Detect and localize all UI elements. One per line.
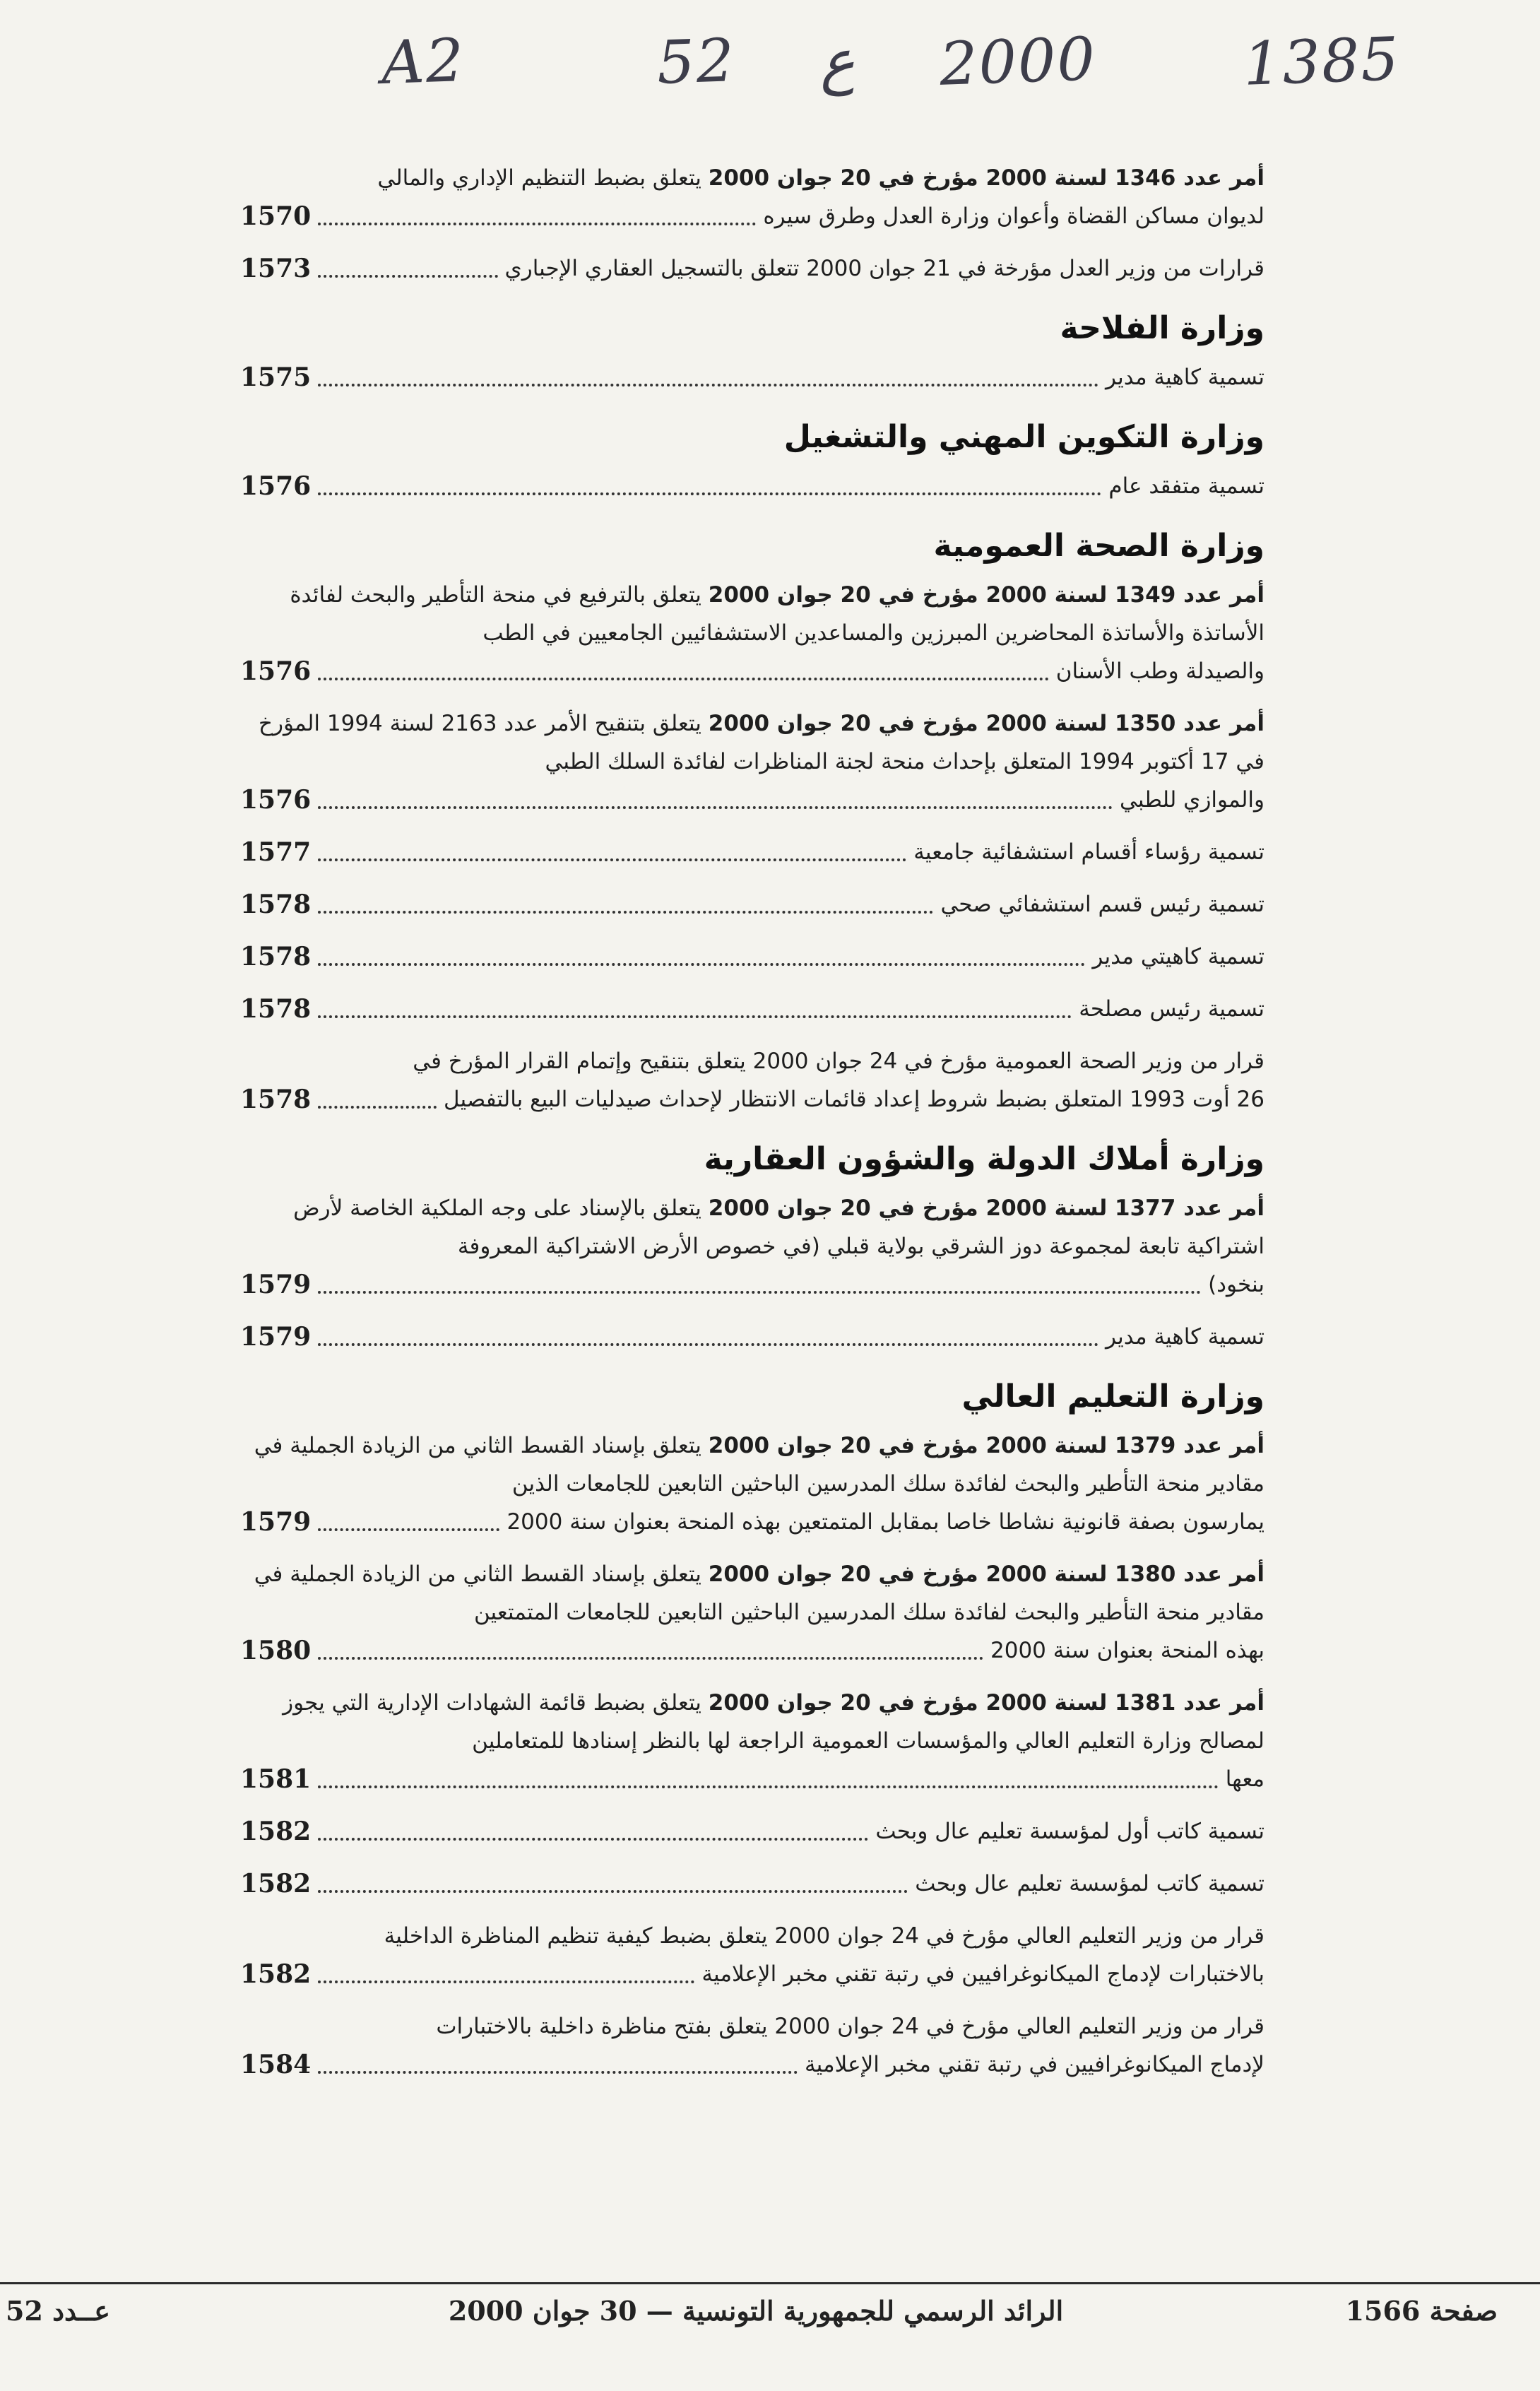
entry-text: قرار من وزير التعليم العالي مؤرخ في 24 جوان 2000 يتعلق بفتح مناظرة داخلية بالاختبارات — [436, 2014, 1264, 2039]
entry-decree-ref: أمر عدد 1379 لسنة 2000 مؤرخ في 20 جوان 2000 — [708, 1433, 1264, 1458]
entry-last-line — [240, 938, 1264, 976]
entry-title: تسمية رئيس قسم استشفائي صحي — [940, 892, 1264, 917]
handwritten-year: 2000 — [938, 24, 1098, 99]
entry-title: تسمية كاهية مدير — [1105, 365, 1264, 390]
entry-text: يتعلق بإسناد القسط الثاني من الزيادة الجملية في مقادير منحة التأطير والبحث لفائدة سلك المدرسين الباحثين التابعين للجامعات المتمتعين — [254, 1561, 1264, 1625]
entry-last-line — [240, 652, 1264, 690]
entry-last-line — [240, 781, 1264, 819]
entry-text: يتعلق بالإسناد على وجه الملكية الخاصة لأرض اشتراكية تابعة لمجموعة دوز الشرقي بولاية قبلي (في خصوص الأرض الاشتراكية المعروفة — [293, 1196, 1264, 1259]
entry-last-line — [240, 1080, 1264, 1118]
entry-last-line — [240, 1503, 1264, 1541]
entry-title: لإدماج الميكانوغرافيين في رتبة تقني مخبر الإعلامية — [805, 2052, 1264, 2077]
entry-title: 26 أوت 1993 المتعلق بضبط شروط إعداد قائمات الانتظار لإحداث صيدليات البيع بالتفصيل — [444, 1087, 1264, 1112]
toc-entry[interactable] — [240, 249, 1264, 288]
toc-entry[interactable] — [240, 1042, 1264, 1118]
entry-description — [240, 1042, 1264, 1080]
entry-page-number[interactable]: 1580 — [240, 1636, 312, 1665]
entry-page-number[interactable]: 1573 — [240, 254, 312, 283]
dot-leader — [318, 1785, 1219, 1788]
entry-description — [240, 1427, 1264, 1503]
entry-page-number[interactable]: 1578 — [240, 1085, 312, 1114]
section-heading: وزارة الصحة العمومية — [933, 528, 1264, 564]
section-heading: وزارة التعليم العالي — [961, 1378, 1264, 1415]
entry-description — [240, 1189, 1264, 1265]
entry-text: يتعلق بإسناد القسط الثاني من الزيادة الجملية في مقادير منحة التأطير والبحث لفائدة سلك المدرسين الباحثين التابعين للجامعات الذين — [254, 1433, 1264, 1496]
dot-leader — [318, 806, 1113, 809]
dot-leader — [318, 1343, 1098, 1346]
dot-leader — [318, 911, 933, 914]
entry-title: لديوان مساكن القضاة وأعوان وزارة العدل وطرق سيره — [763, 203, 1264, 229]
entry-decree-ref: أمر عدد 1350 لسنة 2000 مؤرخ في 20 جوان 2000 — [708, 711, 1264, 736]
entry-description — [240, 2007, 1264, 2045]
entry-last-line — [240, 1265, 1264, 1304]
entry-decree-ref: أمر عدد 1349 لسنة 2000 مؤرخ في 20 جوان 2000 — [708, 582, 1264, 608]
entry-description — [240, 159, 1264, 197]
dot-leader — [318, 384, 1098, 386]
entry-page-number[interactable]: 1577 — [240, 837, 312, 867]
entry-decree-ref: أمر عدد 1346 لسنة 2000 مؤرخ في 20 جوان 2000 — [708, 165, 1264, 191]
toc-entry[interactable] — [240, 885, 1264, 923]
dot-leader — [318, 1838, 868, 1841]
journal-title-date: الرائد الرسمي للجمهورية التونسية — 30 جوان 2000 — [448, 2295, 1064, 2327]
entry-title: تسمية كاهية مدير — [1105, 1324, 1264, 1350]
page-footer — [0, 2295, 1540, 2337]
entry-title: يمارسون بصفة قانونية نشاطا خاصا بمقابل المتمتعين بهذه المنحة بعنوان سنة 2000 — [507, 1509, 1264, 1535]
entry-title: تسمية كاهيتي مدير — [1092, 944, 1264, 969]
entry-title: تسمية متفقد عام — [1108, 473, 1264, 499]
dot-leader — [318, 1980, 694, 1983]
entry-title: بالاختبارات لإدماج الميكانوغرافيين في رتبة تقني مخبر الإعلامية — [701, 1961, 1264, 1987]
entry-last-line — [240, 833, 1264, 871]
toc-entry[interactable] — [240, 1917, 1264, 1993]
section-heading: وزارة أملاك الدولة والشؤون العقارية — [704, 1141, 1264, 1177]
entry-title: تسمية كاتب لمؤسسة تعليم عال وبحث — [915, 1871, 1264, 1896]
entry-text: يتعلق بضبط التنظيم الإداري والمالي — [377, 165, 709, 191]
entry-description — [240, 1917, 1264, 1955]
dot-leader — [318, 963, 1085, 966]
entry-text: يتعلق بضبط قائمة الشهادات الإدارية التي يجوز لمصالح وزارة التعليم العالي والمؤسسات العمومية الراجعة لها بالنظر إسنادها للمتعاملين — [283, 1690, 1264, 1754]
dot-leader — [318, 1890, 908, 1893]
dot-leader — [318, 1106, 437, 1109]
entry-text: قرار من وزير الصحة العمومية مؤرخ في 24 جوان 2000 يتعلق بتنقيح وإتمام القرار المؤرخ في — [413, 1049, 1264, 1074]
toc-entry[interactable] — [240, 159, 1264, 235]
entry-last-line — [240, 2045, 1264, 2084]
handwritten-letter: ع — [818, 26, 856, 97]
dot-leader — [318, 858, 906, 861]
entry-description — [240, 1555, 1264, 1631]
dot-leader — [318, 1528, 499, 1531]
toc-entry[interactable] — [240, 1427, 1264, 1541]
toc-entry[interactable] — [240, 467, 1264, 505]
entry-page-number[interactable]: 1584 — [240, 2050, 312, 2079]
toc-entry[interactable] — [240, 358, 1264, 396]
toc-entry[interactable] — [240, 833, 1264, 871]
entry-page-number[interactable]: 1578 — [240, 890, 312, 919]
entry-title: بنخود) — [1208, 1272, 1264, 1297]
dot-leader — [318, 492, 1101, 495]
entry-title: تسمية رؤساء أقسام استشفائية جامعية — [913, 839, 1264, 865]
entry-page-number[interactable]: 1570 — [240, 201, 312, 231]
entry-last-line — [240, 990, 1264, 1028]
entry-page-number[interactable]: 1575 — [240, 362, 312, 392]
toc-entry[interactable] — [240, 1189, 1264, 1304]
section-heading: وزارة الفلاحة — [1060, 310, 1264, 346]
entry-text: يتعلق بتنقيح الأمر عدد 2163 لسنة 1994 المؤرخ في 17 أكتوبر 1994 المتعلق بإحداث منحة لجنة المناظرات لفائدة السلك الطبي — [259, 711, 1264, 774]
entry-title: بهذه المنحة بعنوان سنة 2000 — [990, 1638, 1264, 1663]
entry-title: والموازي للطبي — [1120, 787, 1264, 813]
entry-decree-ref: أمر عدد 1381 لسنة 2000 مؤرخ في 20 جوان 2000 — [708, 1690, 1264, 1716]
entry-text: يتعلق بالترفيع في منحة التأطير والبحث لفائدة الأساتذة والأساتذة المحاضرين المبرزين والمساعدين الاستشفائيين الجامعيين في الطب — [290, 582, 1264, 646]
entry-last-line — [240, 358, 1264, 396]
dot-leader — [318, 275, 497, 278]
entry-page-number[interactable]: 1582 — [240, 1817, 312, 1846]
entry-page-number[interactable]: 1576 — [240, 656, 312, 686]
entry-description — [240, 576, 1264, 652]
dot-leader — [318, 2071, 798, 2074]
entry-title: تسمية رئيس مصلحة — [1079, 996, 1264, 1022]
entry-page-number[interactable]: 1582 — [240, 1959, 312, 1989]
entry-last-line — [240, 249, 1264, 288]
entry-last-line — [240, 1812, 1264, 1850]
entry-last-line — [240, 1760, 1264, 1798]
entry-last-line — [240, 197, 1264, 235]
entry-title: معها — [1225, 1766, 1264, 1792]
entry-last-line — [240, 1955, 1264, 1993]
toc-entry[interactable] — [240, 1555, 1264, 1670]
toc-entry[interactable] — [240, 990, 1264, 1028]
entry-title: قرارات من وزير العدل مؤرخة في 21 جوان 2000 تتعلق بالتسجيل العقاري الإجباري — [504, 256, 1264, 281]
entry-last-line — [240, 467, 1264, 505]
entry-description — [240, 704, 1264, 781]
handwritten-ref-number: 1385 — [1242, 24, 1402, 99]
entry-last-line — [240, 1318, 1264, 1356]
entry-page-number[interactable]: 1579 — [240, 1270, 312, 1299]
dot-leader — [318, 678, 1049, 680]
handwritten-code: A2 — [380, 25, 466, 98]
toc-entry[interactable] — [240, 576, 1264, 690]
entry-last-line — [240, 885, 1264, 923]
dot-leader — [318, 223, 756, 225]
entry-title: تسمية كاتب أول لمؤسسة تعليم عال وبحث — [875, 1819, 1264, 1844]
entry-page-number[interactable]: 1576 — [240, 785, 312, 815]
handwritten-annotation — [0, 24, 1540, 133]
entry-page-number[interactable]: 1579 — [240, 1322, 312, 1352]
entry-page-number[interactable]: 1581 — [240, 1764, 312, 1794]
handwritten-issue-number: 52 — [656, 25, 737, 98]
entry-title: والصيدلة وطب الأسنان — [1055, 659, 1264, 684]
footer-rule — [0, 2282, 1540, 2284]
toc-entry[interactable] — [240, 938, 1264, 976]
table-of-contents — [240, 159, 1264, 2098]
toc-entry[interactable] — [240, 1684, 1264, 1798]
entry-page-number[interactable]: 1578 — [240, 942, 312, 972]
entry-decree-ref: أمر عدد 1380 لسنة 2000 مؤرخ في 20 جوان 2000 — [708, 1561, 1264, 1587]
dot-leader — [318, 1015, 1072, 1018]
entry-description — [240, 1684, 1264, 1760]
issue-number: 52 عــدد — [6, 2295, 110, 2327]
entry-last-line — [240, 1631, 1264, 1670]
toc-entry[interactable] — [240, 1318, 1264, 1356]
page-number: صفحة 1566 — [1345, 2295, 1498, 2327]
entry-text: قرار من وزير التعليم العالي مؤرخ في 24 جوان 2000 يتعلق بضبط كيفية تنظيم المناظرة الداخلية — [384, 1923, 1264, 1949]
entry-page-number[interactable]: 1576 — [240, 471, 312, 501]
entry-decree-ref: أمر عدد 1377 لسنة 2000 مؤرخ في 20 جوان 2000 — [708, 1196, 1264, 1221]
toc-entry[interactable] — [240, 1812, 1264, 1850]
entry-last-line — [240, 1865, 1264, 1903]
toc-entry[interactable] — [240, 2007, 1264, 2084]
dot-leader — [318, 1291, 1201, 1294]
entry-page-number[interactable]: 1579 — [240, 1507, 312, 1537]
entry-page-number[interactable]: 1578 — [240, 994, 312, 1024]
toc-entry[interactable] — [240, 1865, 1264, 1903]
toc-entry[interactable] — [240, 704, 1264, 819]
entry-page-number[interactable]: 1582 — [240, 1869, 312, 1899]
section-heading: وزارة التكوين المهني والتشغيل — [783, 419, 1264, 455]
dot-leader — [318, 1657, 983, 1660]
